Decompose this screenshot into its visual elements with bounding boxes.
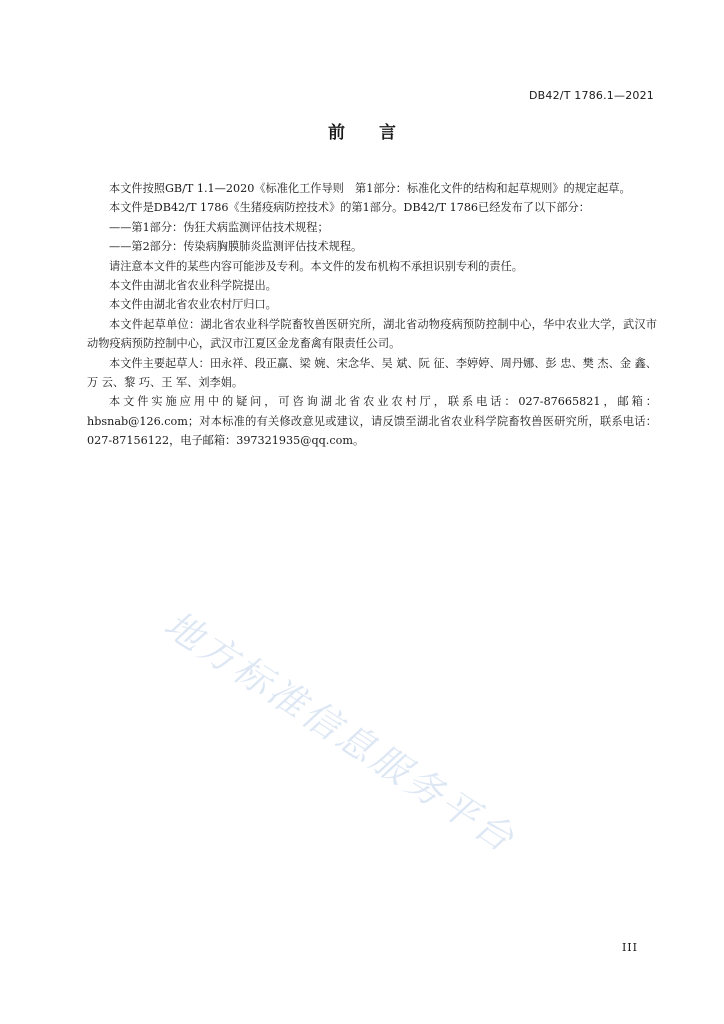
title-char-1: 前	[328, 123, 345, 143]
paragraph-proposed-by: 本文件由湖北省农业科学院提出。	[109, 279, 277, 293]
paragraph-drafters: 本文件主要起草人：田永祥、段正赢、梁 婉、宋念华、吴 斌、阮 征、李婷婷、周丹娜、彭 忠、樊 杰、金 鑫、万 云、黎 巧、王 军、刘李娟。	[87, 356, 657, 390]
list-item-part-1: ——第1部分：伪狂犬病监测评估技术规程；	[109, 220, 329, 234]
paragraph-contact: 本文件实施应用中的疑问，可咨询湖北省农业农村厅，联系电话：027-87665821，邮箱：hbsnab@126.com；对本标准的有关修改意见或建议，请反馈至湖北省农业科学院畜牧兽医研究所，联系电话：027-87156122，电子邮箱：397321935@qq.com。	[87, 395, 657, 448]
page-number: III	[621, 941, 638, 954]
page-title	[0, 118, 724, 143]
list-item-part-2: ——第2部分：传染病胸膜肺炎监测评估技术规程。	[109, 240, 363, 254]
paragraph-patent-notice: 请注意本文件的某些内容可能涉及专利。本文件的发布机构不承担识别专利的责任。	[109, 259, 523, 273]
paragraph-series-info: 本文件是DB42/T 1786《生猪疫病防控技术》的第1部分。DB42/T 1786已经发布了以下部分：	[109, 201, 590, 215]
document-code: DB42/T 1786.1—2021	[528, 89, 654, 102]
foreword-body	[87, 179, 657, 451]
paragraph-drafting-rules: 本文件按照GB/T 1.1—2020《标准化工作导则 第1部分：标准化文件的结构和起草规则》的规定起草。	[109, 182, 631, 195]
title-char-2: 言	[379, 123, 396, 143]
paragraph-drafting-units: 本文件起草单位：湖北省农业科学院畜牧兽医研究所，湖北省动物疫病预防控制中心，华中农业大学，武汉市动物疫病预防控制中心，武汉市江夏区金龙畜禽有限责任公司。	[87, 317, 657, 351]
paragraph-centralized-by: 本文件由湖北省农业农村厅归口。	[109, 298, 277, 312]
watermark: 地方标准信息服务平台	[156, 602, 524, 862]
